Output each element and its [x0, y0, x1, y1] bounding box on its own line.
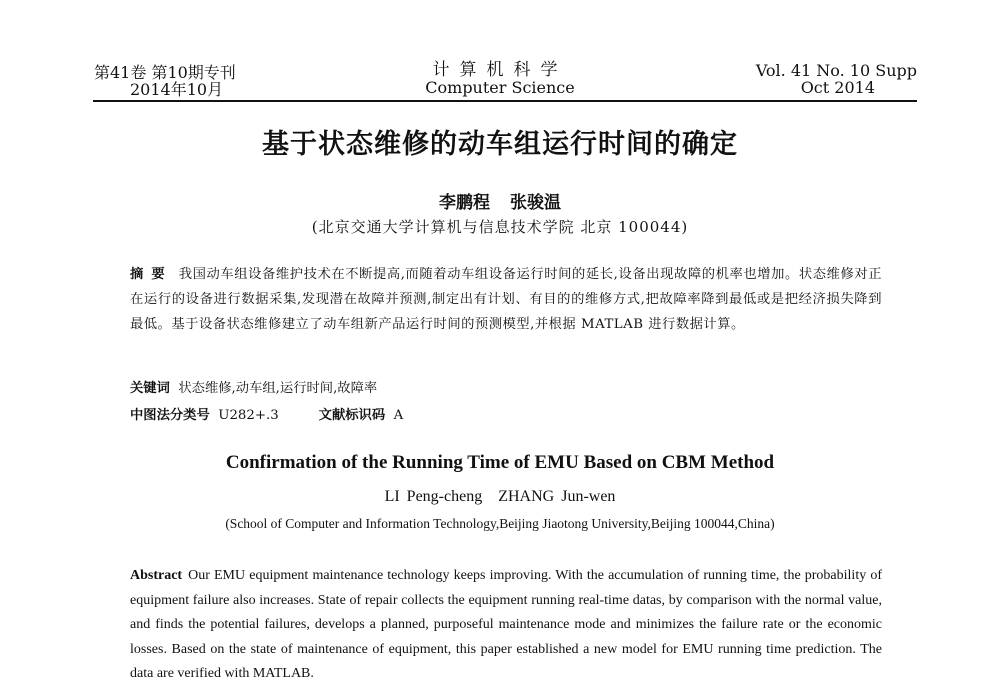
abstract-cn-label: 摘要: [130, 267, 173, 282]
keywords-label: 关键词: [130, 381, 170, 396]
abstract-cn: [130, 262, 882, 337]
abstract-en: [130, 564, 882, 687]
issue-date: 2014年10月: [130, 80, 224, 99]
paper-title: 基于状态维修的动车组运行时间的确定: [262, 129, 738, 160]
classification: [130, 404, 403, 423]
authors-en: [0, 488, 1000, 506]
issue-date-en: Oct 2014: [800, 78, 875, 97]
author-en: ZHANG Jun-wen: [498, 488, 616, 505]
abstract-en-label: Abstract: [130, 568, 183, 583]
paper-title-en: Confirmation of the Running Time of EMU Based on CBM Method: [225, 452, 775, 473]
journal-name-cn: 计算机科学: [432, 60, 568, 80]
doc-code-value: A: [393, 408, 404, 423]
affiliation: (北京交通大学计算机与信息技术学院 北京 100044): [311, 218, 689, 236]
doc-code-label: 文献标识码: [318, 408, 386, 423]
abstract-en-text: Our EMU equipment maintenance technology keeps improving. With the accumulation of running time, the probability of equipment failure also increases. State of repair collects the equipment running real-time datas, by comparison with the normal value, and finds the potential failures, develops a planned, purposeful maintenance mode and minimizes the failure rate or the economic losses. Based on the state of maintenance of equipment, this paper established a new model for EMU running time prediction. The data are verified with MATLAB.: [130, 568, 882, 681]
clc-value: U282+.3: [218, 408, 279, 423]
volume-issue: 第41卷 第10期专刊: [94, 63, 236, 82]
clc-label: 中图法分类号: [130, 408, 210, 423]
header-rule: [93, 100, 917, 102]
affiliation-en: (School of Computer and Information Technology,Beijing Jiaotong University,Beijing 100044,China): [225, 516, 775, 531]
journal-name-en: Computer Science: [425, 78, 575, 97]
journal-volume-info-en: [756, 62, 917, 96]
keywords-text: 状态维修,动车组,运行时间,故障率: [178, 381, 378, 396]
abstract-cn-text: 我国动车组设备维护技术在不断提高,而随着动车组设备运行时间的延长,设备出现故障的机率也增加。状态维修对正在运行的设备进行数据采集,发现潜在故障并预测,制定出有计划、有目的的维修方式,把故障率降到最低或是把经济损失降到最低。基于设备状态维修建立了动车组新产品运行时间的预测模型,并根据 MATLAB 进行数据计算。: [130, 267, 882, 332]
authors: 李鹏程 张骏温: [439, 193, 561, 213]
author-en: LI Peng-cheng: [384, 488, 483, 505]
keywords: [130, 377, 377, 396]
volume-issue-en: Vol. 41 No. 10 Supp: [755, 61, 917, 80]
